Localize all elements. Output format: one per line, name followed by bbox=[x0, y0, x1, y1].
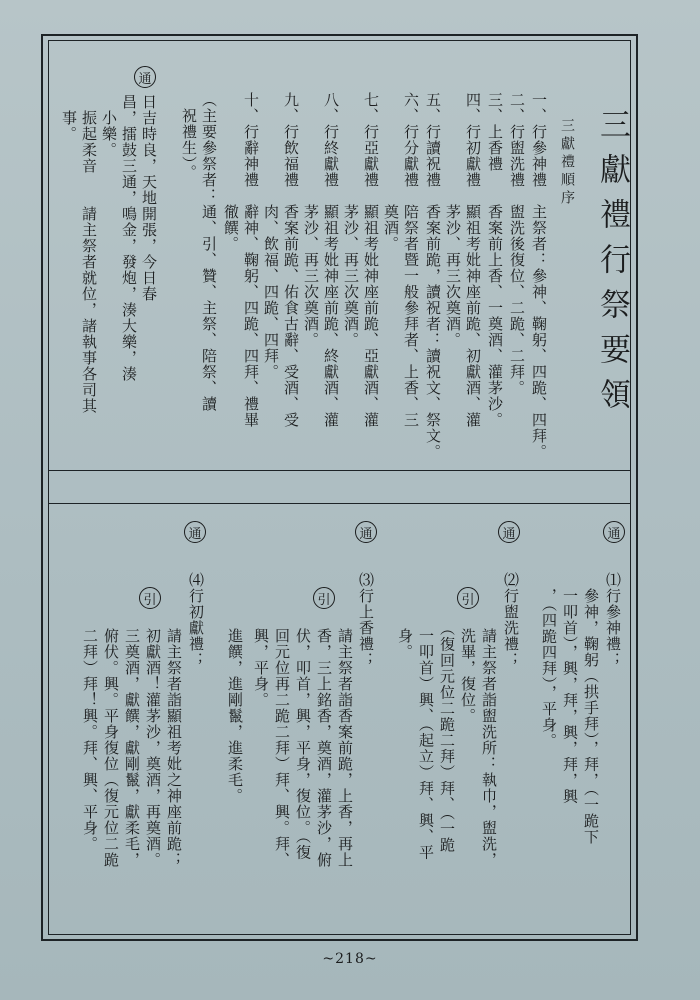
top-column: 茅沙、再三次奠酒。 bbox=[342, 92, 360, 348]
tong-marker-2: 通 bbox=[498, 521, 520, 543]
top-column: 一、行參神禮 主祭者：參神、鞠躬、四跪、四拜。 bbox=[530, 92, 548, 460]
top-column: 三、上香禮 香案前上香、一奠酒、灌茅沙。 bbox=[486, 92, 504, 428]
top-column: （主要參祭者：通、引、贊、主祭、陪祭、讀 bbox=[200, 92, 218, 412]
yin-marker-2: 引 bbox=[457, 587, 479, 609]
bottom-column: 進饌，進剛鬣，進柔毛。 bbox=[226, 612, 244, 804]
tong-marker-4: 通 bbox=[184, 521, 206, 543]
bottom-column: 二拜）拜！興。拜、興、平身。 bbox=[81, 612, 99, 852]
bottom-column: 一叩首），興，拜，興，拜，興 bbox=[561, 572, 579, 805]
bottom-column: 香，三上銘香，奠酒，灌茅沙，俯 bbox=[315, 612, 333, 868]
top-column: 奠酒。 bbox=[382, 92, 400, 252]
bottom-column: 伏，叩首，興，平身，復位。（復 bbox=[294, 612, 312, 861]
yin-marker-4: 引 bbox=[139, 587, 161, 609]
bottom-column: 請主祭者詣顯祖考妣之神座前跪； bbox=[165, 612, 183, 868]
tong-marker-top: 通 bbox=[134, 66, 156, 88]
top-column: 十、行辭神禮 辭神、鞠躬、四跪、四拜、禮畢 bbox=[242, 92, 260, 428]
bottom-column: 回元位再二跪二拜）拜、興。拜、 bbox=[273, 612, 291, 868]
top-column: 日吉時良，天地開張，今日春 bbox=[140, 94, 158, 302]
top-column: 肉、飲福、四跪、四拜。 bbox=[262, 92, 280, 380]
section-divider-top bbox=[48, 470, 631, 471]
top-column: 事。 bbox=[60, 94, 78, 142]
top-column: 祝禮生）。 bbox=[180, 92, 198, 181]
top-column: 茅沙、再三次奠酒。 bbox=[444, 92, 462, 348]
bottom-column: 身。 bbox=[396, 612, 414, 660]
bottom-column: 興，平身。 bbox=[252, 612, 270, 708]
bottom-column: 一叩首）興、（起立）拜、興、平 bbox=[417, 612, 435, 861]
top-column: 二、行盥洗禮 盥洗後復位、二跪、二拜。 bbox=[508, 92, 526, 396]
bottom-column: 三奠酒，獻饌，獻剛鬣，獻柔毛， bbox=[123, 612, 141, 868]
bottom-column: 俯伏。興。平身復位（復元位二跪 bbox=[102, 612, 120, 868]
bottom-column: ⑴行參神禮； bbox=[604, 572, 622, 668]
bottom-column: （復回元位二跪二拜）拜、（一跪 bbox=[438, 612, 456, 853]
top-column: 振起柔音 請主祭者就位，諸執事各司其 bbox=[80, 94, 98, 414]
yin-marker-3: 引 bbox=[313, 587, 335, 609]
bottom-column: 初獻酒！灌茅沙，奠酒，再奠酒。 bbox=[144, 612, 162, 868]
bottom-column: ，（四跪四拜），平身。 bbox=[540, 572, 558, 749]
top-column: 九、行飲福禮 香案前跪、佑食古辭、受酒、受 bbox=[282, 92, 300, 428]
bottom-column: ⑷行初獻禮； bbox=[187, 572, 205, 668]
top-column: 七、行亞獻禮 顯祖考妣神座前跪、亞獻酒、灌 bbox=[362, 92, 380, 428]
bottom-column: ⑶行上香禮； bbox=[357, 572, 375, 668]
bottom-column: 參神，鞠躬（拱手拜），拜，（一跪下 bbox=[582, 572, 600, 845]
tong-marker-3: 通 bbox=[355, 521, 377, 543]
top-column: 八、行終獻禮 顯祖考妣神座前跪、終獻酒、灌 bbox=[322, 92, 340, 428]
top-column: 四、行初獻禮 顯祖考妣神座前跪、初獻酒、灌 bbox=[464, 92, 482, 428]
top-column: 小樂。 bbox=[100, 94, 118, 158]
top-column: 徹饌。 bbox=[222, 92, 240, 252]
bottom-column: ⑵行盥洗禮； bbox=[502, 572, 520, 668]
bottom-column: 請主祭者詣盥洗所：執巾，盥洗， bbox=[480, 612, 498, 868]
section-divider-bottom bbox=[48, 503, 631, 504]
top-column: 茅沙、再三次奠酒。 bbox=[302, 92, 320, 348]
page-title: 三獻禮行祭要領 bbox=[594, 108, 630, 423]
top-column: 六、行分獻禮 陪祭者暨一般參拜者、上香、三 bbox=[402, 92, 420, 428]
bottom-column: 請主祭者詣香案前跪，上香，再上 bbox=[336, 612, 354, 868]
section-label: 三獻禮順序 bbox=[559, 118, 575, 208]
tong-marker-1: 通 bbox=[603, 521, 625, 543]
bottom-column: 洗畢，復位。 bbox=[459, 612, 477, 724]
top-column: 昌，擂鼓三通，鳴金，發炮，湊大樂，湊 bbox=[120, 94, 138, 382]
page-number: ~218~ bbox=[322, 951, 378, 967]
top-column: 五、行讀祝禮 香案前跪，讀祝者：讀祝文、祭文。 bbox=[424, 92, 442, 460]
